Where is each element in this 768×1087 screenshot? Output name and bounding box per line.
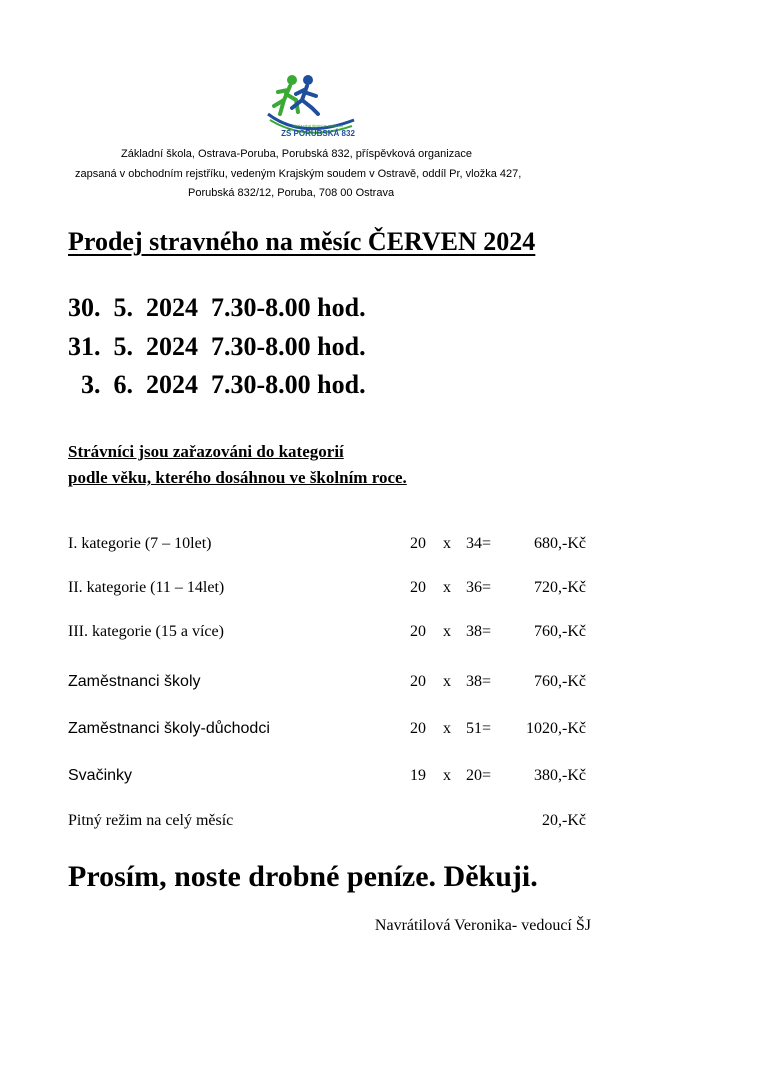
price-row bbox=[0, 535, 768, 559]
school-header-line-3: Porubská 832/12, Poruba, 708 00 Ostrava bbox=[188, 187, 395, 199]
price-row bbox=[0, 767, 768, 791]
price-row-total: 760,-Kč bbox=[534, 673, 586, 690]
price-row-total: 720,-Kč bbox=[534, 579, 586, 596]
school-header-line-1: Základní škola, Ostrava-Poruba, Porubská 832, příspěvková organizace bbox=[121, 148, 472, 160]
price-row-total: 20,-Kč bbox=[542, 812, 586, 829]
price-row-label: Zaměstnanci školy bbox=[68, 673, 201, 690]
price-row-unit-price: 38= bbox=[466, 623, 492, 640]
price-row-unit-price: 36= bbox=[466, 579, 492, 596]
price-row-label: Zaměstnanci školy-důchodci bbox=[68, 720, 270, 737]
price-row-count: 20 bbox=[410, 673, 426, 690]
sale-date-2: 31. 5. 2024 7.30-8.00 hod. bbox=[68, 332, 366, 361]
price-row-label: Pitný režim na celý měsíc bbox=[68, 812, 234, 829]
price-row bbox=[0, 579, 768, 603]
price-row bbox=[0, 673, 768, 697]
price-row-total: 680,-Kč bbox=[534, 535, 586, 552]
price-row-total: 380,-Kč bbox=[534, 767, 586, 784]
signature: Navrátilová Veronika- vedoucí ŠJ bbox=[374, 917, 591, 934]
price-row-count: 20 bbox=[410, 535, 426, 552]
price-row-multiply: x bbox=[443, 623, 451, 640]
price-row-label: III. kategorie (15 a více) bbox=[68, 623, 224, 640]
price-row bbox=[0, 720, 768, 744]
price-row-count: 20 bbox=[410, 623, 426, 640]
price-row bbox=[0, 812, 768, 836]
price-row-label: I. kategorie (7 – 10let) bbox=[68, 535, 212, 552]
price-row-multiply: x bbox=[443, 720, 451, 737]
category-note-line-1: Strávníci jsou zařazováni do kategorií bbox=[68, 442, 344, 461]
running-kids-icon bbox=[262, 70, 358, 144]
sale-date-3: 3. 6. 2024 7.30-8.00 hod. bbox=[68, 370, 366, 399]
price-row-label: Svačinky bbox=[68, 767, 133, 784]
price-row-multiply: x bbox=[443, 673, 451, 690]
school-header-line-2: zapsaná v obchodním rejstříku, vedeným Krajským soudem v Ostravě, oddíl Pr, vložka 427, bbox=[75, 168, 522, 180]
price-row-unit-price: 51= bbox=[466, 720, 492, 737]
logo-tagline: škola plná školní je zábavou bbox=[292, 123, 344, 128]
price-row-multiply: x bbox=[443, 535, 451, 552]
price-row bbox=[0, 623, 768, 647]
logo-text: ZŠ PORUBSKÁ 832 bbox=[281, 129, 355, 138]
price-row-multiply: x bbox=[443, 579, 451, 596]
price-row-count: 19 bbox=[410, 767, 426, 784]
page-title: Prodej stravného na měsíc ČERVEN 2024 bbox=[68, 227, 536, 256]
price-row-multiply: x bbox=[443, 767, 451, 784]
price-row-unit-price: 38= bbox=[466, 673, 492, 690]
category-note-line-2: podle věku, kterého dosáhnou ve školním roce. bbox=[68, 468, 407, 487]
price-row-label: II. kategorie (11 – 14let) bbox=[68, 579, 225, 596]
school-logo bbox=[262, 70, 358, 144]
price-row-total: 760,-Kč bbox=[534, 623, 586, 640]
sale-date-1: 30. 5. 2024 7.30-8.00 hod. bbox=[68, 293, 366, 322]
price-row-total: 1020,-Kč bbox=[526, 720, 586, 737]
price-row-unit-price: 20= bbox=[466, 767, 492, 784]
price-row-count: 20 bbox=[410, 579, 426, 596]
price-row-count: 20 bbox=[410, 720, 426, 737]
closing-message: Prosím, noste drobné peníze. Děkuji. bbox=[68, 860, 538, 893]
price-row-unit-price: 34= bbox=[466, 535, 492, 552]
